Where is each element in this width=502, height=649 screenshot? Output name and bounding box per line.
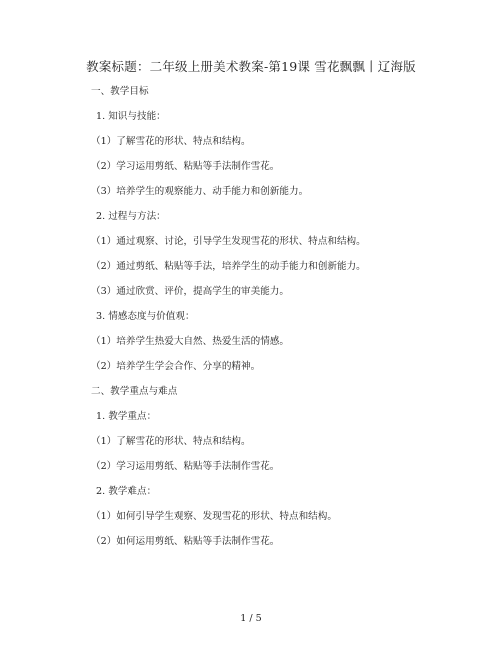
page-number: 1 / 5 xyxy=(240,613,262,624)
list-item: （2）培养学生学会合作、分享的精神。 xyxy=(91,361,261,372)
list-item: （2）通过剪纸、粘贴等手法，培养学生的动手能力和创新能力。 xyxy=(91,261,366,272)
subheading-process-methods: 2. 过程与方法： xyxy=(96,211,166,222)
list-item: （1）了解雪花的形状、特点和结构。 xyxy=(91,436,251,447)
list-item: （3）通过欣赏、评价，提高学生的审美能力。 xyxy=(91,286,289,297)
list-item: （2）如何运用剪纸、粘贴等手法制作雪花。 xyxy=(91,536,280,547)
document-title: 教案标题：二年级上册美术教案-第19课 雪花飘飘丨辽海版 xyxy=(86,59,416,74)
section-heading-objectives: 一、教学目标 xyxy=(91,86,149,97)
list-item: （1）如何引导学生观察、发现雪花的形状、特点和结构。 xyxy=(91,511,337,522)
subheading-difficulties: 2. 教学难点： xyxy=(96,486,157,497)
subheading-key-points: 1. 教学重点： xyxy=(96,411,157,422)
subheading-knowledge-skills: 1. 知识与技能： xyxy=(96,111,166,122)
list-item: （1）通过观察、讨论，引导学生发现雪花的形状、特点和结构。 xyxy=(91,236,366,247)
list-item: （1）了解雪花的形状、特点和结构。 xyxy=(91,136,251,147)
list-item: （3）培养学生的观察能力、动手能力和创新能力。 xyxy=(91,186,309,197)
subheading-emotions-values: 3. 情感态度与价值观： xyxy=(96,311,195,322)
list-item: （2）学习运用剪纸、粘贴等手法制作雪花。 xyxy=(91,461,280,472)
section-heading-key-points: 二、教学重点与难点 xyxy=(91,386,178,397)
list-item: （1）培养学生热爱大自然、热爱生活的情感。 xyxy=(91,336,289,347)
list-item: （2）学习运用剪纸、粘贴等手法制作雪花。 xyxy=(91,161,280,172)
